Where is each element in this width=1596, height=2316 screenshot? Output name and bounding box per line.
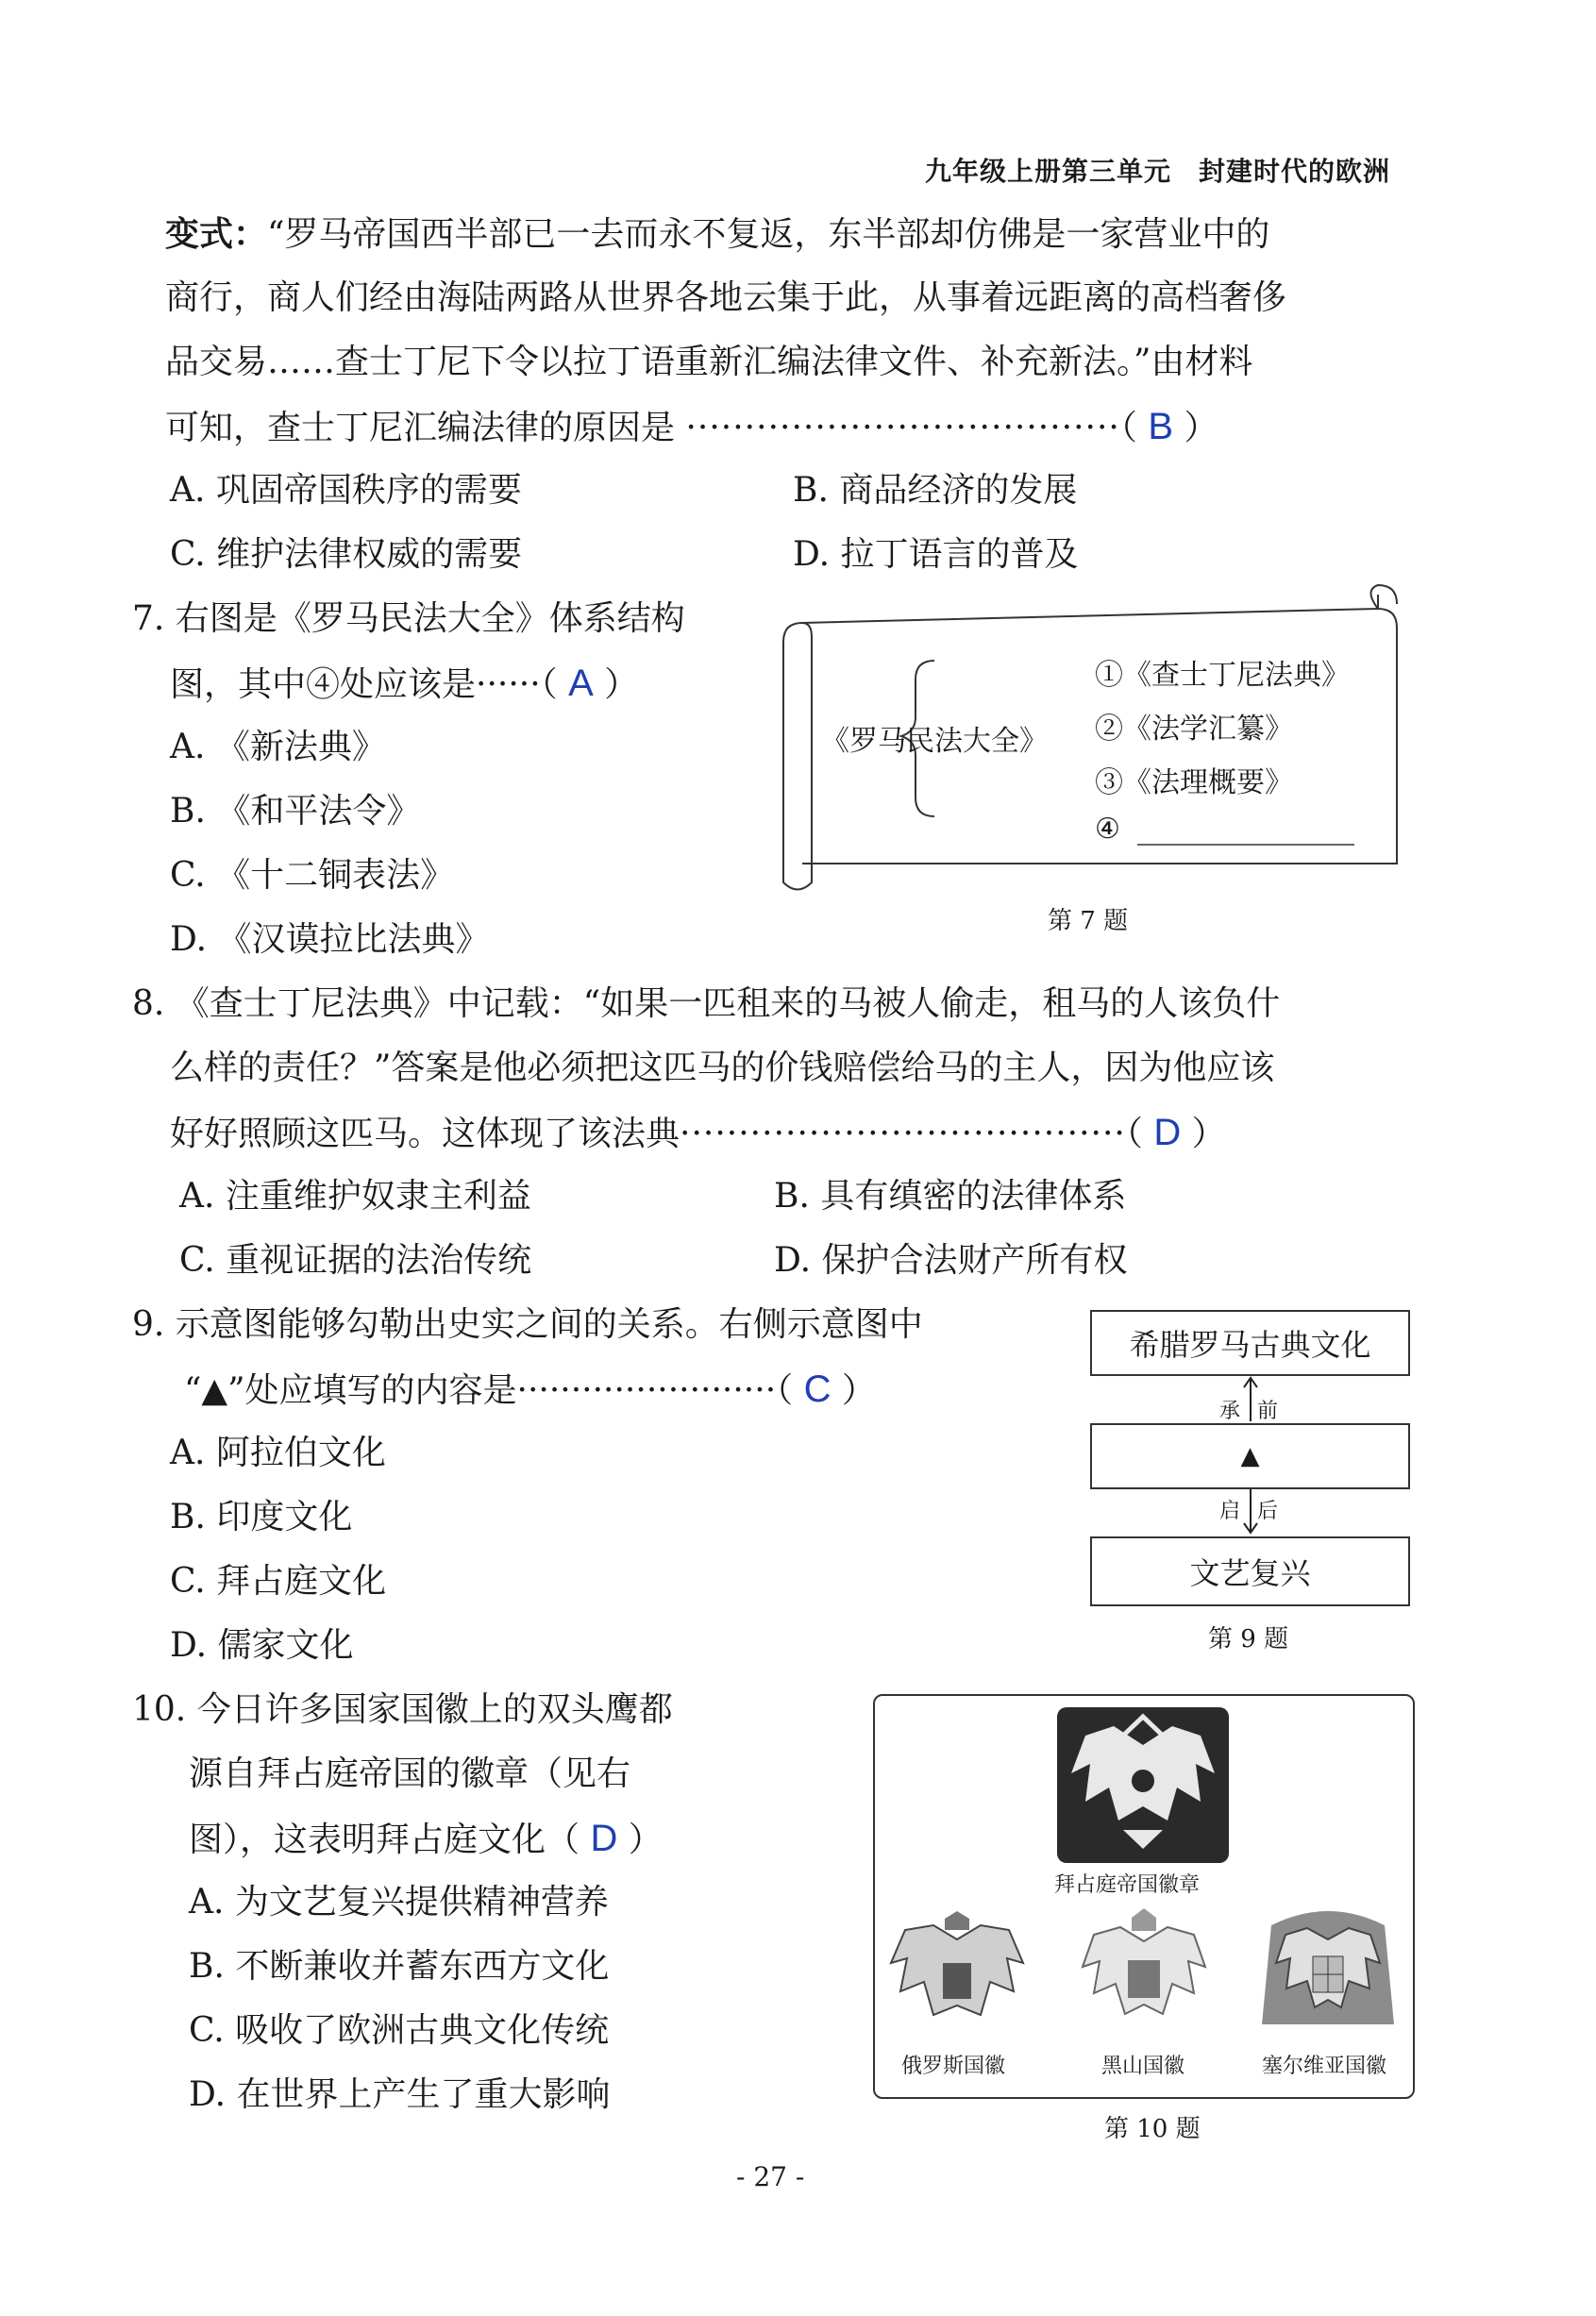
variant-text-4: 可知，查士丁尼汇编法律的原因是: [165, 409, 676, 447]
q8-line-3: 好好照顾这匹马。这体现了该法典······································（ D ）: [170, 1112, 1226, 1153]
variant-text-1: “罗马帝国西半部已一去而永不复返，东半部却仿佛是一家营业中的: [267, 215, 1270, 254]
flow-middle-box: ▲: [1090, 1423, 1410, 1489]
flow-top-box: 希腊罗马古典文化: [1090, 1310, 1410, 1376]
option-d: D. 儒家文化: [170, 1626, 354, 1665]
q7-line-2: 图，其中④处应该是······（ A ）: [170, 663, 639, 704]
option-b: B. 商品经济的发展: [793, 471, 1078, 510]
option-a: A. 《新法典》: [170, 728, 386, 766]
leader-dots: ······································: [680, 1115, 1126, 1153]
diagram-item-4: ④: [1095, 813, 1120, 846]
q10-line-3: 图），这表明拜占庭文化（ D ）: [189, 1818, 663, 1859]
flow-label-1a: 承: [1219, 1400, 1241, 1423]
scroll-diagram: [774, 580, 1402, 892]
page-number: - 27 -: [736, 2161, 805, 2192]
montenegro-eagle-icon: [1073, 1908, 1215, 2040]
option-c: C. 维护法律权威的需要: [170, 535, 523, 574]
serbia-label: 塞尔维亚国徽: [1262, 2055, 1387, 2078]
option-d: D. 拉丁语言的普及: [793, 535, 1079, 574]
q10-text-3: 图），这表明拜占庭文化: [189, 1821, 546, 1859]
diagram-item-3: ③《法理概要》: [1095, 766, 1293, 799]
q9-caption: 第 9 题: [1208, 1625, 1289, 1653]
diagram-item-2: ②《法学汇纂》: [1095, 713, 1293, 746]
q10-caption: 第 10 题: [1104, 2115, 1201, 2143]
variant-line-1: [165, 212, 1269, 257]
variant-line-3: 品交易……查士丁尼下令以拉丁语重新汇编法律文件、补充新法。”由材料: [165, 343, 1253, 381]
montenegro-label: 黑山国徽: [1101, 2055, 1185, 2078]
option-c: C. 吸收了欧洲古典文化传统: [189, 2011, 610, 2050]
q9-line-1: 9. 示意图能够勾勒出史实之间的关系。右侧示意图中: [132, 1305, 923, 1344]
diagram-root: 《罗马民法大全》: [821, 725, 1048, 758]
byzantine-label: 拜占庭帝国徽章: [1054, 1873, 1201, 1897]
q8-line-2: 么样的责任？”答案是他必须把这匹马的价钱赔偿给马的主人，因为他应该: [170, 1049, 1275, 1087]
answer-mark: C: [803, 1368, 832, 1410]
option-c: C. 《十二铜表法》: [170, 856, 455, 895]
option-d: D. 在世界上产生了重大影响: [189, 2075, 611, 2114]
option-a: A. 为文艺复兴提供精神营养: [189, 1883, 609, 1922]
option-d: D. 保护合法财产所有权: [774, 1241, 1128, 1280]
serbia-eagle-icon: [1252, 1902, 1403, 2041]
unit-header: 九年级上册第三单元 封建时代的欧洲: [925, 156, 1391, 187]
option-c: C. 拜占庭文化: [170, 1562, 387, 1601]
option-b: B. 不断兼收并蓄东西方文化: [189, 1947, 610, 1986]
flow-label-2a: 启: [1219, 1500, 1241, 1523]
answer-mark: D: [1153, 1112, 1182, 1153]
q7-text-2: 图，其中④处应该是······: [170, 665, 541, 704]
option-b: B. 印度文化: [170, 1498, 353, 1536]
option-b: B. 具有缜密的法律体系: [774, 1177, 1127, 1216]
option-d: D. 《汉谟拉比法典》: [170, 920, 490, 959]
option-b: B. 《和平法令》: [170, 792, 421, 831]
emblem-panel: [873, 1694, 1415, 2099]
answer-mark: D: [590, 1818, 618, 1859]
q7-line-1: 7. 右图是《罗马民法大全》体系结构: [132, 599, 685, 638]
russia-eagle-icon: [886, 1911, 1028, 2039]
leader-dots: ·····································: [685, 409, 1120, 447]
option-a: A. 阿拉伯文化: [170, 1434, 386, 1472]
byzantine-eagle-icon: [1057, 1707, 1229, 1863]
option-c: C. 重视证据的法治传统: [179, 1241, 532, 1280]
option-a: A. 注重维护奴隶主利益: [179, 1177, 531, 1216]
flow-label-1b: 前: [1257, 1400, 1279, 1423]
answer-mark: B: [1148, 406, 1174, 447]
q10-line-1: 10. 今日许多国家国徽上的双头鹰都: [132, 1690, 673, 1729]
flow-bottom-box: 文艺复兴: [1090, 1536, 1410, 1606]
answer-mark: A: [568, 663, 594, 704]
q8-line-1: 8. 《查士丁尼法典》中记载：“如果一匹租来的马被人偷走，租马的人该负什: [132, 984, 1281, 1023]
russia-label: 俄罗斯国徽: [901, 2055, 1006, 2078]
option-a: A. 巩固帝国秩序的需要: [170, 471, 522, 510]
q7-caption: 第 7 题: [1048, 907, 1129, 935]
variant-line-2: 商行，商人们经由海陆两路从世界各地云集于此，从事着远距离的高档奢侈: [165, 278, 1287, 317]
variant-label: 变式：: [165, 214, 268, 254]
flow-label-2b: 后: [1257, 1500, 1279, 1523]
q9-line-2: “▲”处应填写的内容是························（ C ）: [184, 1368, 876, 1410]
variant-line-4: 可知，查士丁尼汇编法律的原因是 ·····································（ B ）: [165, 406, 1218, 447]
diagram-item-1: ①《查士丁尼法典》: [1095, 659, 1350, 692]
q8-text-3: 好好照顾这匹马。这体现了该法典: [170, 1115, 680, 1153]
q10-line-2: 源自拜占庭帝国的徽章（见右: [189, 1754, 631, 1793]
q9-text-2: “▲”处应填写的内容是························: [184, 1371, 777, 1410]
